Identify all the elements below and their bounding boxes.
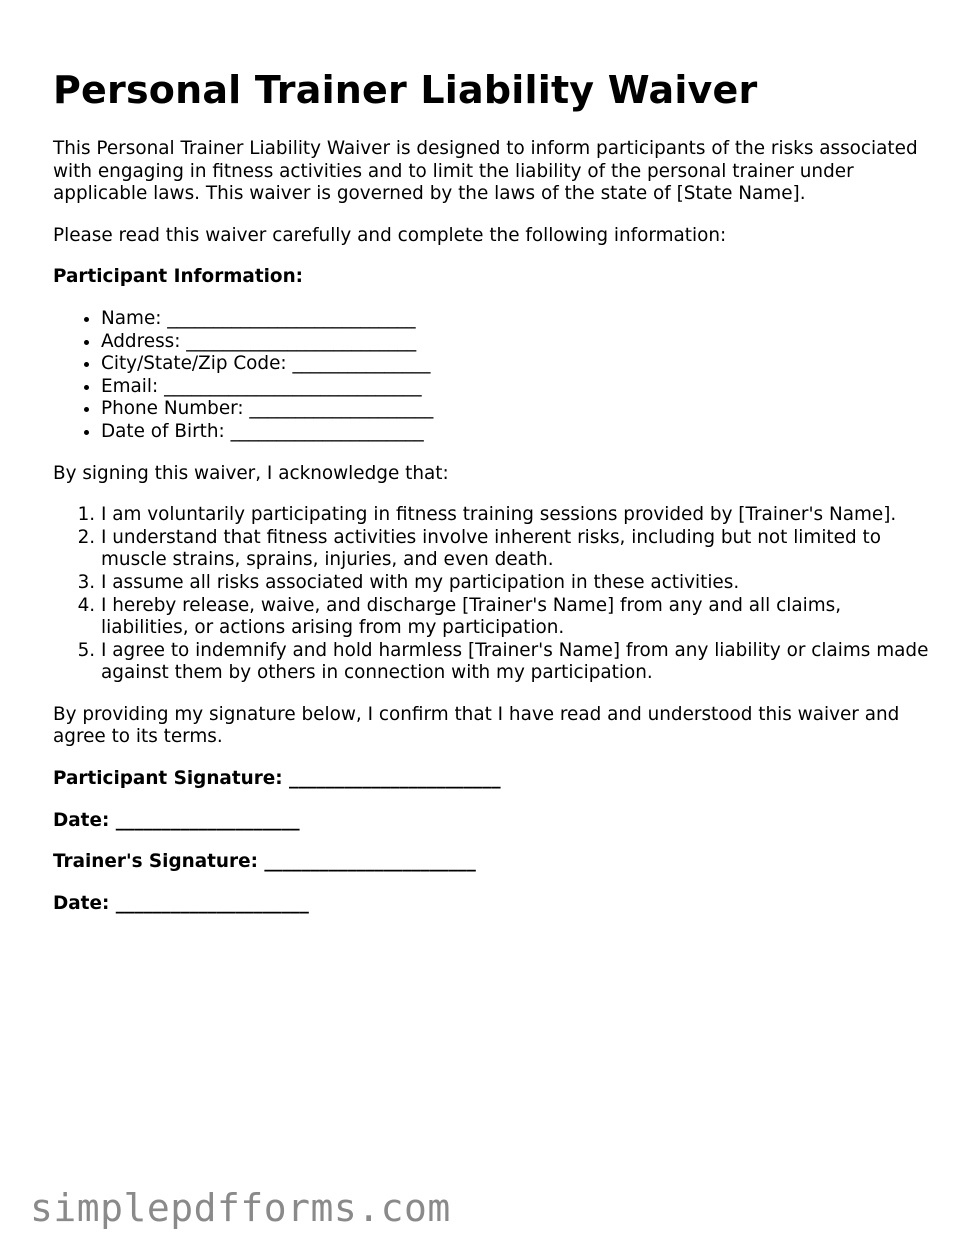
waiver-document <box>53 62 933 934</box>
participant-heading: Participant Information: <box>53 266 304 288</box>
field-date-of-birth: • Date of Birth: _____________________ <box>101 421 933 444</box>
confirmation-paragraph: By providing my signature below, I confirm that I have read and understood this waiver and agree to its terms. <box>53 703 900 748</box>
field-city-state-zip: • City/State/Zip Code: _______________ <box>101 353 933 376</box>
acknowledgment-item: 4. I hereby release, waive, and discharge [Trainer's Name] from any and all claims, liabilities, or actions arising from my participation. <box>101 595 933 640</box>
field-email: • Email: ____________________________ <box>101 376 933 399</box>
acknowledgments-list <box>53 504 933 685</box>
field-phone: • Phone Number: ____________________ <box>101 398 933 421</box>
site-watermark: simplepdfforms.com <box>30 1186 451 1230</box>
field-name: • Name: ___________________________ <box>101 308 933 331</box>
participant-fields-list <box>53 308 933 444</box>
acknowledgment-item: 3. I assume all risks associated with my participation in these activities. <box>101 572 933 595</box>
trainer-date-line: Date: _____________________ <box>53 892 309 914</box>
field-address: • Address: _________________________ <box>101 331 933 354</box>
acknowledge-lead: By signing this waiver, I acknowledge that: <box>53 462 449 484</box>
instruction-paragraph: Please read this waiver carefully and complete the following information: <box>53 224 727 246</box>
acknowledgment-item: 1. I am voluntarily participating in fitness training sessions provided by [Trainer's Name]. <box>101 504 933 527</box>
intro-paragraph: This Personal Trainer Liability Waiver is designed to inform participants of the risks associated with engaging in fitness activities and to limit the liability of the personal trainer under applicable laws. This waiver is governed by the laws of the state of [State Name]. <box>53 138 918 205</box>
acknowledgment-item: 2. I understand that fitness activities involve inherent risks, including but not limited to muscle strains, sprains, injuries, and even death. <box>101 527 933 572</box>
acknowledgment-item: 5. I agree to indemnify and hold harmless [Trainer's Name] from any liability or claims made against them by others in connection with my participation. <box>101 640 933 685</box>
trainer-signature-line: Trainer's Signature: _______________________ <box>53 851 476 873</box>
participant-date-line: Date: ____________________ <box>53 809 300 831</box>
document-title: Personal Trainer Liability Waiver <box>53 68 758 112</box>
participant-signature-line: Participant Signature: _______________________ <box>53 768 501 790</box>
